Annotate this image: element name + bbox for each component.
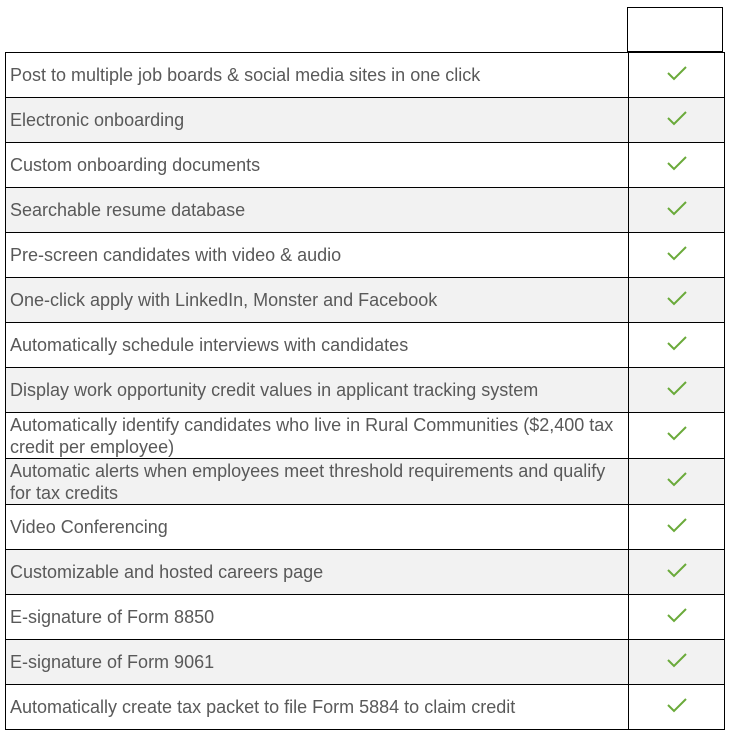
feature-check-cell [629, 233, 725, 278]
table-row [6, 550, 725, 595]
feature-label: Pre-screen candidates with video & audio [6, 233, 629, 278]
feature-label: Display work opportunity credit values in applicant tracking system [6, 368, 629, 413]
feature-check-cell [629, 459, 725, 505]
column-header-cell [627, 7, 723, 52]
table-row [6, 323, 725, 368]
feature-check-cell [629, 278, 725, 323]
feature-check-cell [629, 368, 725, 413]
feature-check-cell [629, 550, 725, 595]
table-row [6, 640, 725, 685]
feature-comparison-table [5, 52, 725, 730]
feature-check-cell [629, 595, 725, 640]
checkmark-icon [666, 155, 688, 171]
checkmark-icon [666, 471, 688, 487]
table-row [6, 278, 725, 323]
table-row [6, 368, 725, 413]
feature-label: Searchable resume database [6, 188, 629, 233]
table-row [6, 595, 725, 640]
feature-check-cell [629, 323, 725, 368]
feature-check-cell [629, 640, 725, 685]
feature-check-cell [629, 143, 725, 188]
checkmark-icon [666, 245, 688, 261]
table-row [6, 98, 725, 143]
checkmark-icon [666, 517, 688, 533]
checkmark-icon [666, 652, 688, 668]
feature-check-cell [629, 188, 725, 233]
feature-label: Customizable and hosted careers page [6, 550, 629, 595]
checkmark-icon [666, 290, 688, 306]
checkmark-icon [666, 425, 688, 441]
feature-label: Video Conferencing [6, 505, 629, 550]
checkmark-icon [666, 200, 688, 216]
feature-label: Post to multiple job boards & social media sites in one click [6, 53, 629, 98]
checkmark-icon [666, 697, 688, 713]
table-row [6, 685, 725, 730]
feature-check-cell [629, 98, 725, 143]
table-row [6, 143, 725, 188]
feature-label: Automatic alerts when employees meet threshold requirements and qualify for tax credits [6, 459, 629, 505]
feature-check-cell [629, 413, 725, 459]
feature-label: Custom onboarding documents [6, 143, 629, 188]
checkmark-icon [666, 65, 688, 81]
feature-check-cell [629, 505, 725, 550]
table-row [6, 53, 725, 98]
feature-label: E-signature of Form 8850 [6, 595, 629, 640]
checkmark-icon [666, 607, 688, 623]
table-row [6, 505, 725, 550]
feature-label: Automatically schedule interviews with candidates [6, 323, 629, 368]
feature-label: E-signature of Form 9061 [6, 640, 629, 685]
feature-label: One-click apply with LinkedIn, Monster and Facebook [6, 278, 629, 323]
checkmark-icon [666, 335, 688, 351]
feature-label: Automatically identify candidates who live in Rural Communities ($2,400 tax credit per employee) [6, 413, 629, 459]
feature-label: Electronic onboarding [6, 98, 629, 143]
feature-check-cell [629, 53, 725, 98]
feature-check-cell [629, 685, 725, 730]
checkmark-icon [666, 110, 688, 126]
checkmark-icon [666, 562, 688, 578]
table-row [6, 459, 725, 505]
table-row [6, 413, 725, 459]
checkmark-icon [666, 380, 688, 396]
table-row [6, 233, 725, 278]
feature-label: Automatically create tax packet to file Form 5884 to claim credit [6, 685, 629, 730]
table-row [6, 188, 725, 233]
